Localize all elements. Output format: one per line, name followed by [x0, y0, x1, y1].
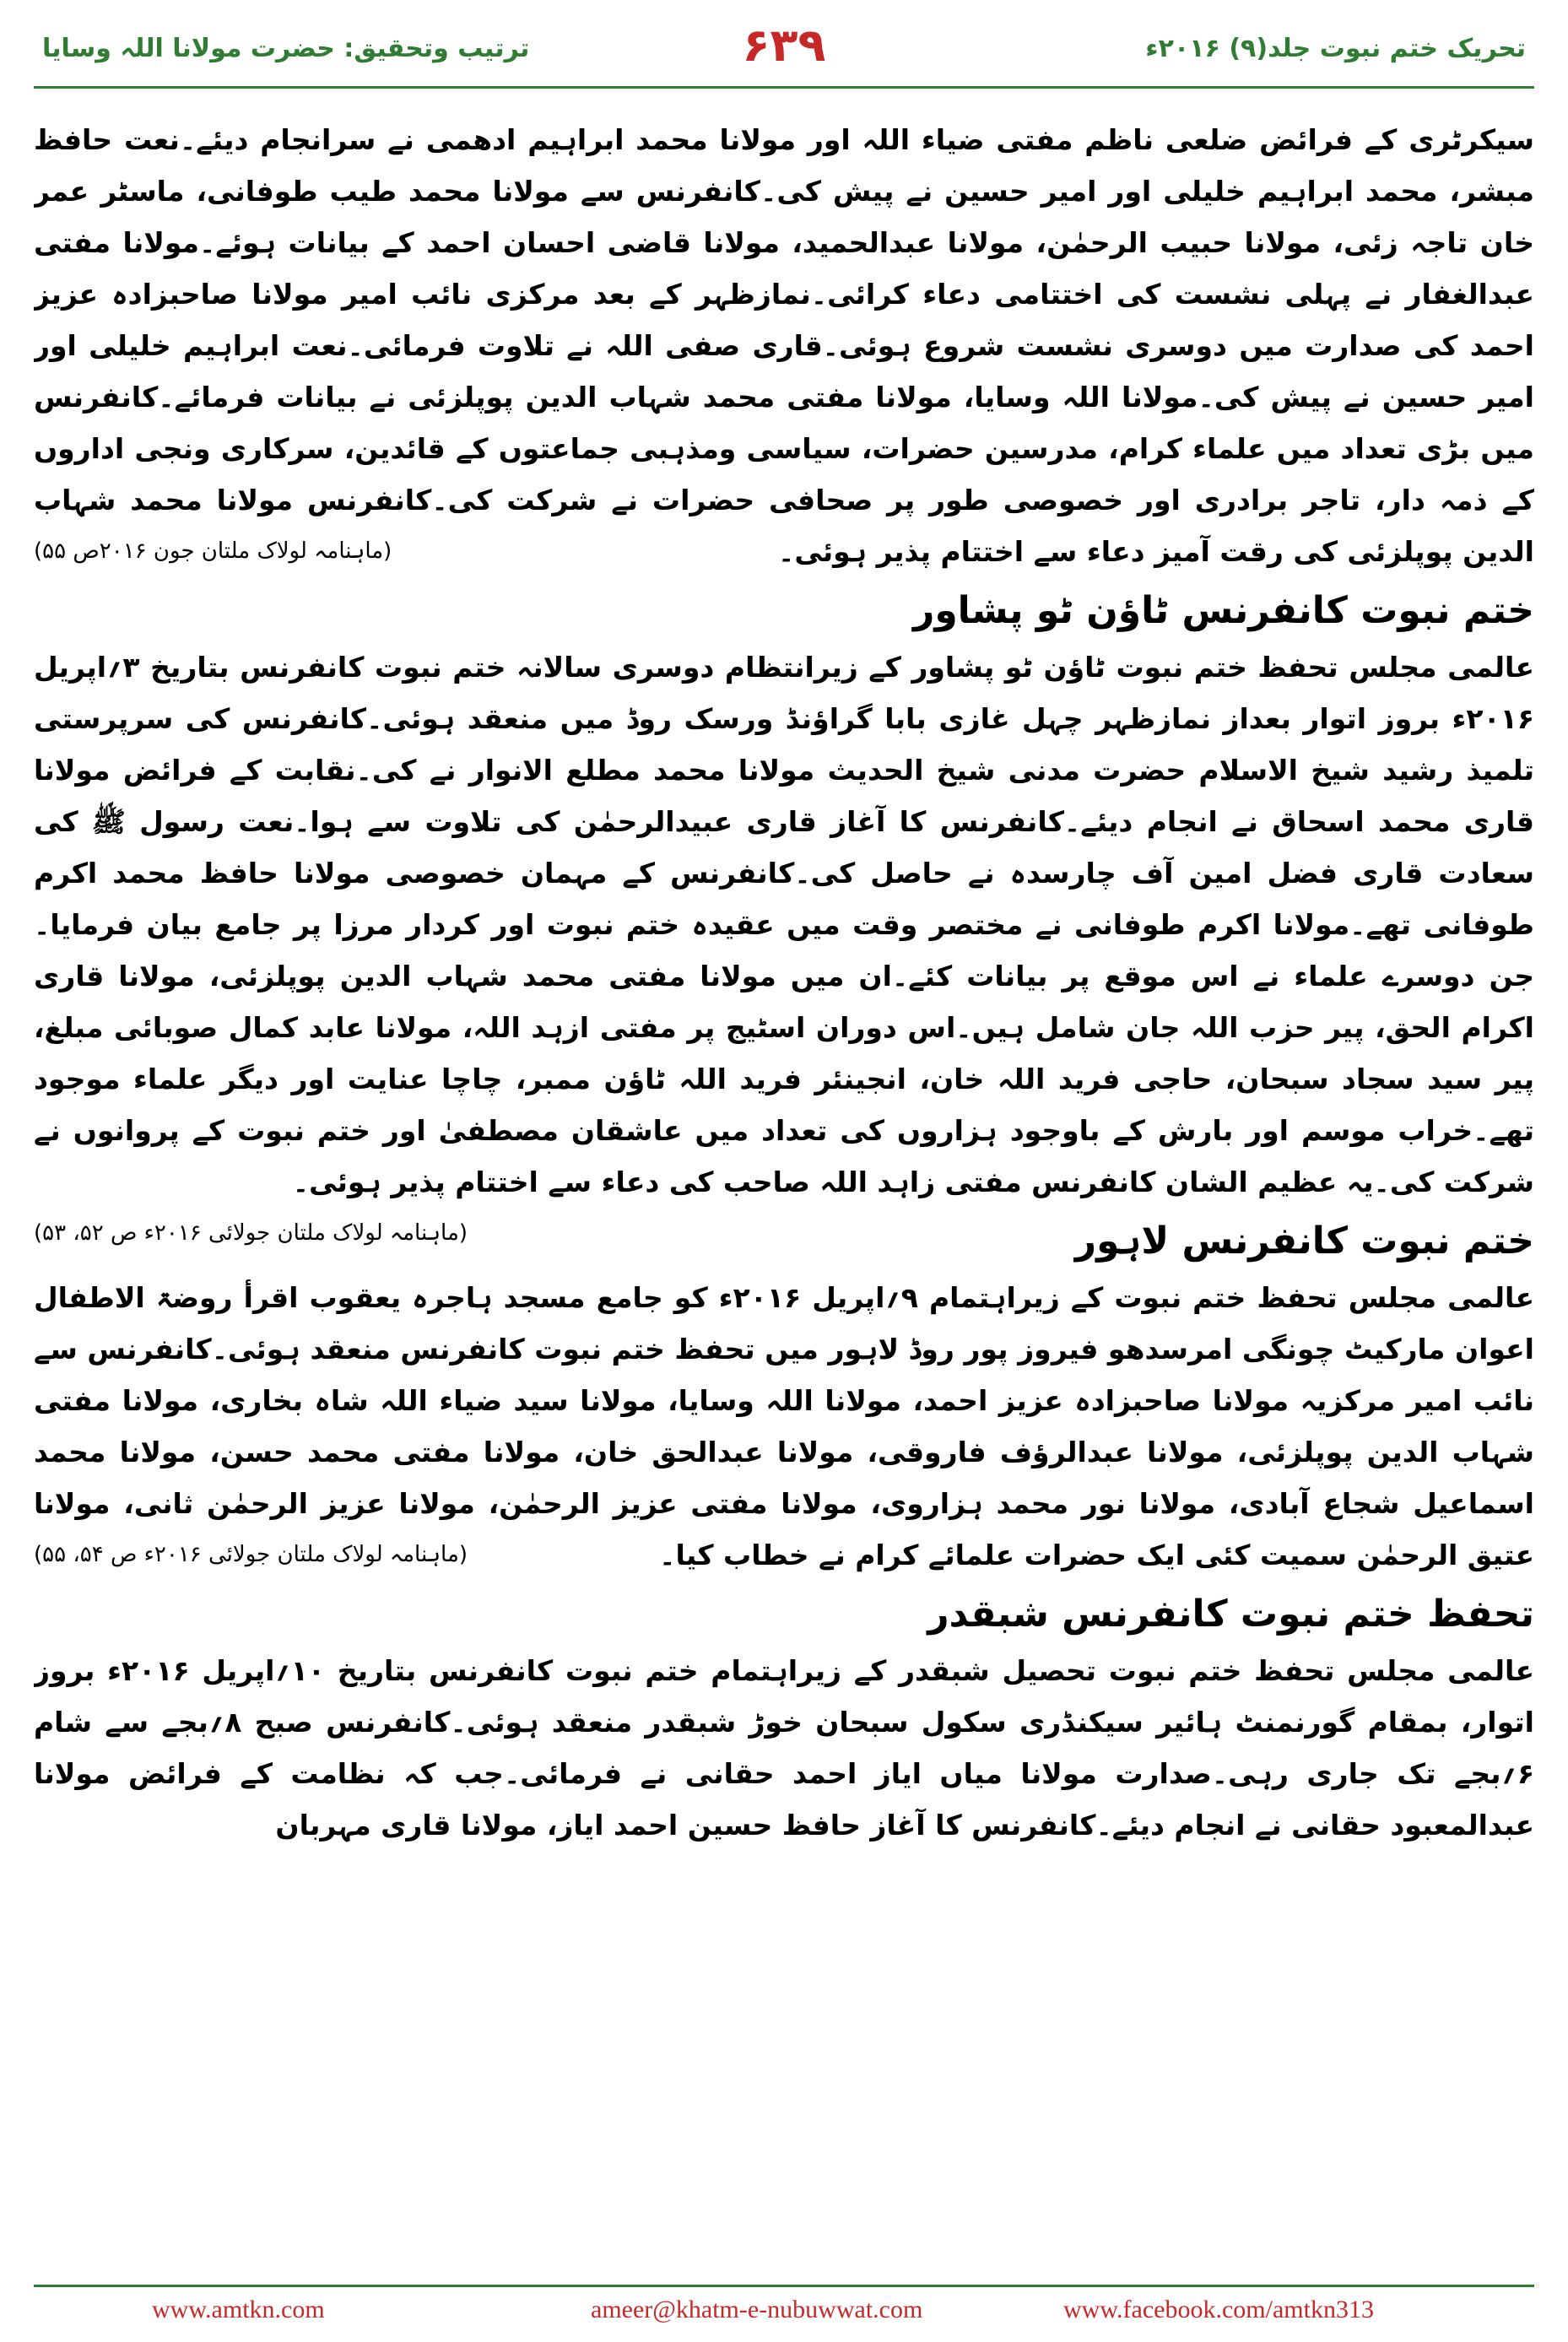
section-heading-lahore: ختم نبوت کانفرنس لاہور: [1074, 1220, 1534, 1263]
paragraph-text: عالمی مجلس تحفظ ختم نبوت تحصیل شبقدر کے زیراہتمام ختم نبوت کانفرنس بتاریخ ۱۰؍اپریل ۲۰۱۶ء بروز اتوار، بمقام گورنمنٹ ہائیر سیکنڈری سکول سبحان خوڑ شبقدر منعقد ہوئی۔کانفرنس صبح ۸؍بجے سے شام ۶؍بجے تک جاری رہی۔صدارت مولانا میاں ایاز احمد حقانی نے فرمائی۔جب کہ نظامت کے فرائض مولانا عبدالمعبود حقانی نے انجام دیئے۔کانفرنس کا آغاز حافظ حسین احمد ایاز، مولانا قاری مہربان: [34, 1654, 1534, 1842]
website-link[interactable]: www.amtkn.com: [152, 2296, 325, 2323]
book-title: تحریک ختم نبوت جلد(۹) ۲۰۱۶ء: [1145, 34, 1526, 63]
paragraph-4: [34, 1645, 1534, 1851]
facebook-link[interactable]: www.facebook.com/amtkn313: [1063, 2296, 1374, 2323]
section-heading-peshawar: ختم نبوت کانفرنس ٹاؤن ٹو پشاور: [913, 589, 1534, 632]
paragraph-3: [34, 1272, 1534, 1581]
paragraph-1: [34, 114, 1534, 577]
page-number: ۶۳۹: [742, 19, 826, 72]
source-citation: (ماہنامہ لولاک ملتان جولائی ۲۰۱۶ء ص ۵۲، ۵۳): [34, 1220, 468, 1246]
paragraph-text: عالمی مجلس تحفظ ختم نبوت کے زیراہتمام ۹؍اپریل ۲۰۱۶ء کو جامع مسجد ہاجرہ یعقوب اقرأ روضۃ الاطفال اعوان مارکیٹ چونگی امرسدھو فیروز پور روڈ لاہور میں تحفظ ختم نبوت کانفرنس منعقد ہوئی۔کانفرنس سے نائب امیر مرکزیہ مولانا صاحبزادہ عزیز احمد، مولانا اللہ وسایا، مولانا سید ضیاء اللہ شاہ بخاری، مولانا مفتی شہاب الدین پوپلزئی، مولانا عبدالرؤف فاروقی، مولانا عبدالحق خان، مولانا مفتی محمد حسن، مولانا محمد اسماعیل شجاع آبادی، مولانا نور محمد ہزاروی، مولانا مفتی عزیز الرحمٰن، مولانا عزیز الرحمٰن ثانی، مولانا عتیق الرحمٰن سمیت کئی ایک حضرات علمائے کرام نے خطاب کیا۔: [34, 1281, 1534, 1571]
paragraph-text: عالمی مجلس تحفظ ختم نبوت ٹاؤن ٹو پشاور کے زیرانتظام دوسری سالانہ ختم نبوت کانفرنس بتاریخ ۳؍اپریل ۲۰۱۶ء بروز اتوار بعداز نمازظہر چہل غازی بابا گراؤنڈ ورسک روڈ میں منعقد ہوئی۔کانفرنس کی سرپرستی تلمیذ رشید شیخ الاسلام حضرت مدنی شیخ الحدیث مولانا محمد مطلع الانوار نے کی۔نقابت کے فرائض مولانا قاری محمد اسحاق نے انجام دیئے۔کانفرنس کا آغاز قاری عبیدالرحمٰن کی تلاوت سے ہوا۔نعت رسول ﷺ کی سعادت قاری فضل امین آف چارسدہ نے حاصل کی۔کانفرنس کے مہمان خصوصی مولانا حافظ محمد اکرم طوفانی تھے۔مولانا اکرم طوفانی نے مختصر وقت میں عقیدہ ختم نبوت اور کردار مرزا پر جامع بیان فرمایا۔جن دوسرے علماء نے اس موقع پر بیانات کئے۔ان میں مولانا مفتی محمد شہاب الدین پوپلزئی، مولانا قاری اکرام الحق، پیر حزب اللہ جان شامل ہیں۔اس دوران اسٹیج پر مفتی ازہد اللہ، مولانا عابد کمال صوبائی مبلغ، پیر سید سجاد سبحان، حاجی فرید اللہ خان، انجینئر فرید اللہ ٹاؤن ممبر، چاچا عنایت اور دیگر علماء موجود تھے۔خراب موسم اور بارش کے باوجود ہزاروں کی تعداد میں عاشقان مصطفیٰ اور ختم نبوت کے پروانوں نے شرکت کی۔یہ عظیم الشان کانفرنس مفتی زاہد اللہ صاحب کی دعاء سے اختتام پذیر ہوئی۔: [34, 651, 1534, 1198]
page-header: [0, 0, 1568, 89]
source-citation: (ماہنامہ لولاک ملتان جولائی ۲۰۱۶ء ص ۵۴، ۵۵): [34, 1542, 468, 1567]
header-divider: [34, 86, 1534, 89]
section-heading-shabqadar: تحفظ ختم نبوت کانفرنس شبقدر: [927, 1593, 1534, 1636]
paragraph-text: سیکرٹری کے فرائض ضلعی ناظم مفتی ضیاء اللہ اور مولانا محمد ابراہیم ادھمی نے سرانجام دیئے۔نعت حافظ مبشر، محمد ابراہیم خلیلی اور امیر حسین نے پیش کی۔کانفرنس سے مولانا محمد طیب طوفانی، ماسٹر عمر خان تاجہ زئی، مولانا حبیب الرحمٰن، مولانا عبدالحمید، مولانا قاضی احسان احمد کے بیانات ہوئے۔مولانا مفتی عبدالغفار نے پہلی نشست کی اختتامی دعاء کرائی۔نمازظہر کے بعد مرکزی نائب امیر مولانا صاحبزادہ عزیز احمد کی صدارت میں دوسری نشست شروع ہوئی۔قاری صفی اللہ نے تلاوت فرمائی۔نعت ابراہیم خلیلی اور امیر حسین نے پیش کی۔مولانا اللہ وسایا، مولانا مفتی محمد شہاب الدین پوپلزئی نے بیانات فرمائے۔کانفرنس میں بڑی تعداد میں علماء کرام، مدرسین حضرات، سیاسی ومذہبی جماعتوں کے قائدین، سرکاری ونجی اداروں کے ذمہ دار، تاجر برادری اور خصوصی طور پر صحافی حضرات نے شرکت کی۔کانفرنس مولانا محمد شہاب الدین پوپلزئی کی رقت آمیز دعاء سے اختتام پذیر ہوئی۔: [34, 123, 1534, 568]
footer-divider: [34, 2285, 1534, 2287]
source-citation: (ماہنامہ لولاک ملتان جون ۲۰۱۶ص ۵۵): [34, 538, 392, 564]
email-link[interactable]: ameer@khatm-e-nubuwwat.com: [591, 2296, 923, 2323]
compiler-credit: ترتیب وتحقیق: حضرت مولانا اللہ وسایا: [42, 34, 530, 63]
page-footer: [0, 2296, 1568, 2329]
page-body: [34, 114, 1534, 2215]
